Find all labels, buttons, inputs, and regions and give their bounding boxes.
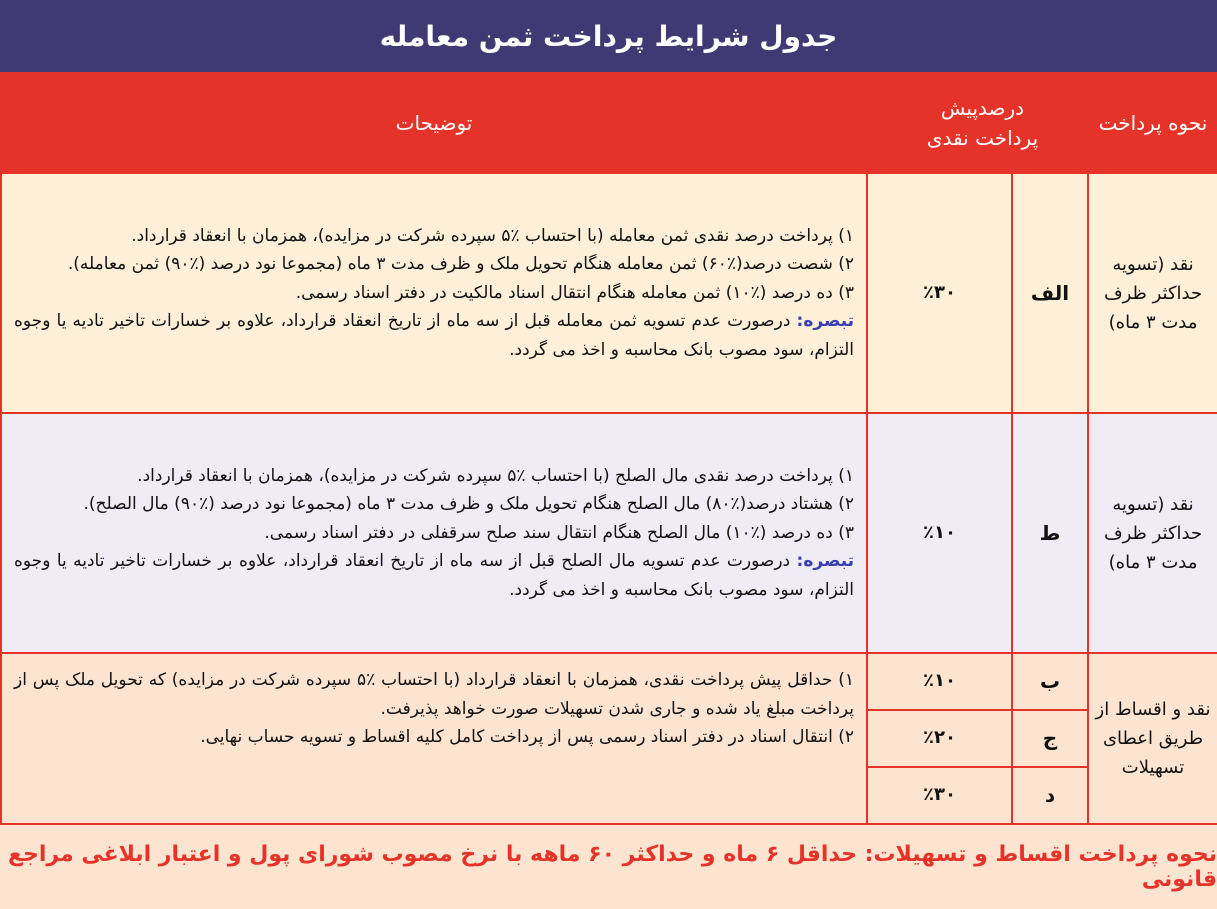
row-method: نقد (تسویه حداکثر ظرف مدت ۳ ماه) — [1088, 413, 1217, 653]
header-percent: درصدپیش پرداخت نقدی — [867, 73, 1088, 173]
footer-note: نحوه پرداخت اقساط و تسهیلات: حداقل ۶ ماه و حداکثر ۶۰ ماهه با نرخ مصوب شورای پول و اعتبار ابلاغی مراجع قانونی — [0, 823, 1217, 909]
table-row — [1, 653, 1217, 710]
note-text: درصورت عدم تسویه ثمن معامله قبل از سه ماه از تاریخ انعقاد قرارداد، علاوه بر خسارات تاخیر تادیه یا وجوه التزام، سود مصوب بانک محاسبه و اخذ می گردد. — [14, 311, 854, 360]
note-line: ۲) شصت درصد(٪۶۰) ثمن معامله هنگام تحویل ملک و ظرف مدت ۳ ماه (مجموعا نود درصد (٪۹۰) ثمن معامله). — [67, 254, 854, 275]
row-code: ج — [1012, 710, 1088, 767]
row-percent: ٪۱۰ — [867, 413, 1012, 653]
row-percent: ٪۲۰ — [867, 710, 1012, 767]
note-line: ۲) انتقال اسناد در دفتر اسناد رسمی پس از پرداخت کامل کلیه اقساط و تسویه حساب نهایی. — [200, 727, 854, 747]
row-percent: ٪۳۰ — [867, 173, 1012, 413]
table-row — [1, 173, 1217, 413]
row-code: ط — [1012, 413, 1088, 653]
row-percent: ٪۳۰ — [867, 767, 1012, 824]
note-line: ۱) حداقل پیش پرداخت نقدی، همزمان با انعقاد قرارداد (با احتساب ٪۵ سپرده شرکت در مزایده) که تحویل ملک پس از پرداخت مبلغ یاد شده و جاری شدن تسهیلات صورت خواهد پذیرفت. — [14, 670, 855, 719]
note-tabsare — [14, 307, 854, 364]
row-percent: ٪۱۰ — [867, 653, 1012, 710]
header-method: نحوه پرداخت — [1088, 73, 1217, 173]
note-label: تبصره: — [796, 551, 855, 572]
table-row — [1, 413, 1217, 653]
row-notes — [1, 413, 867, 653]
note-line: ۲) هشتاد درصد(٪۸۰) مال الصلح هنگام تحویل ملک و ظرف مدت ۳ ماه (مجموعا نود درصد (٪۹۰) مال الصلح). — [83, 494, 854, 515]
row-code: الف — [1012, 173, 1088, 413]
row-notes — [1, 653, 867, 824]
page-title: جدول شرایط پرداخت ثمن معامله — [0, 0, 1217, 72]
row-method: نقد (تسویه حداکثر ظرف مدت ۳ ماه) — [1088, 173, 1217, 413]
note-label: تبصره: — [796, 311, 855, 332]
row-code: ب — [1012, 653, 1088, 710]
table-header-row — [1, 73, 1217, 173]
row-code: د — [1012, 767, 1088, 824]
row-method: نقد و اقساط از طریق اعطای تسهیلات — [1088, 653, 1217, 824]
header-notes: توضیحات — [1, 73, 867, 173]
payment-table — [0, 72, 1217, 825]
row-notes — [1, 173, 867, 413]
note-tabsare — [14, 547, 854, 604]
note-line: ۱) پرداخت درصد نقدی مال الصلح (با احتساب ٪۵ سپرده شرکت در مزایده)، همزمان با انعقاد قرارداد. — [137, 465, 854, 486]
note-line: ۳) ده درصد (٪۱۰) ثمن معامله هنگام انتقال اسناد مالکیت در دفتر اسناد رسمی. — [295, 282, 854, 303]
note-line: ۱) پرداخت درصد نقدی ثمن معامله (با احتساب ٪۵ سپرده شرکت در مزایده)، همزمان با انعقاد قرارداد. — [131, 225, 854, 246]
note-text: درصورت عدم تسویه مال الصلح قبل از سه ماه از تاریخ انعقاد قرارداد، علاوه بر خسارات تاخیر تادیه یا وجوه التزام، سود مصوب بانک محاسبه و اخذ می گردد. — [14, 551, 854, 600]
note-line: ۳) ده درصد (٪۱۰) مال الصلح هنگام انتقال سند صلح سرقفلی در دفتر اسناد رسمی. — [264, 522, 854, 543]
